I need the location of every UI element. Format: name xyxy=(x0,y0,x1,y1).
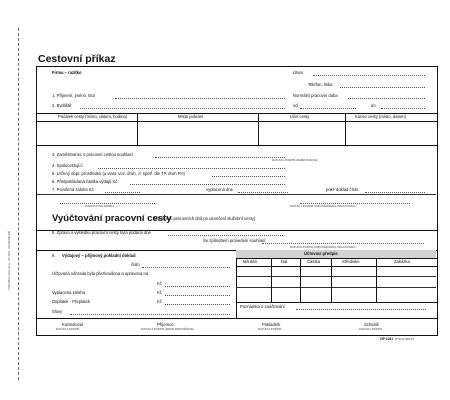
table-divider xyxy=(258,113,259,145)
caption-employee: DATUM A PODPIS ZAMĚSTNANCE xyxy=(272,158,318,162)
predpis-divider xyxy=(271,258,272,302)
approval-line[interactable] xyxy=(262,243,424,244)
col-start: Počátek cesty (místo, datum, hodina) xyxy=(58,114,128,119)
field-7-label: 7. Povolená záloha Kč xyxy=(52,187,94,192)
field-8-label: 8. Zpráva o výsledku pracovní cesty byla podána dne xyxy=(52,230,151,235)
footer-approved-cap: DATUM A PODPIS xyxy=(359,327,383,331)
form-code-sub: PT2/13 98176 xyxy=(395,337,414,341)
predpis-divider xyxy=(331,258,332,302)
words-line[interactable] xyxy=(70,314,230,315)
do-label: do xyxy=(371,103,376,108)
kc-label-2: Kč xyxy=(157,290,162,295)
field-3-label: 3. Zaměstnanec s pracovní cestou souhlasí xyxy=(52,152,133,157)
sign-row-line xyxy=(37,194,436,195)
utvar-line[interactable] xyxy=(313,75,425,76)
approval-label: Se způsobem provedení souhlasí: xyxy=(203,238,267,243)
footer-controlled: Kontroloval xyxy=(62,322,83,327)
od-line[interactable] xyxy=(300,108,356,109)
footer-top-line xyxy=(36,318,437,319)
companions-line[interactable] xyxy=(98,168,285,169)
col-zakazka: Zakázka xyxy=(394,259,410,264)
field-5-label: 5. Určený dopr. prostředek (u vlast. voz. druh, ∅ spotř. dle TP, druh PH) xyxy=(52,171,185,176)
consent-line[interactable] xyxy=(155,157,285,158)
cash-doc-title: Výdajový – příjmový pokladní doklad xyxy=(62,253,136,258)
address-line[interactable] xyxy=(80,108,285,109)
amount-line[interactable] xyxy=(165,286,230,287)
col-dal: Dal xyxy=(281,259,288,264)
checked-label: Účtovaná náhrada byla přezkoušena a upravena na xyxy=(52,271,149,276)
field-4-label: 4. Spolucestující xyxy=(52,163,83,168)
table-bottom-line xyxy=(36,145,437,146)
advance-line[interactable] xyxy=(105,192,140,193)
posting-note-line[interactable] xyxy=(296,309,426,310)
normalni-doba-label: Normální pracovní doba xyxy=(293,93,338,98)
field-9-label: 9. xyxy=(52,253,56,258)
perforation-line xyxy=(18,28,19,380)
footer-recipient: Příjemce xyxy=(157,322,174,327)
form-code: OP 1031 xyxy=(380,337,394,341)
footer-approved: Schválil xyxy=(364,322,379,327)
receipt-label: pokl. doklad číslo xyxy=(326,187,359,192)
caption-responsible: DATUM A PODPIS ODPOVĚDNÉHO PRACOVNÍKA xyxy=(290,204,356,208)
advance-paid-label: Vyplacena záloha xyxy=(52,290,85,295)
predpis-row-line xyxy=(236,276,436,277)
receipt-line[interactable] xyxy=(365,192,425,193)
page-title: Cestovní příkaz xyxy=(38,53,116,65)
words-label: Slovy xyxy=(52,309,63,314)
do-line[interactable] xyxy=(381,108,425,109)
footer-cashier: Pokladník xyxy=(262,322,281,327)
estimate-line[interactable] xyxy=(130,184,285,185)
footer-recipient-cap: DATUM A PODPIS (RESP. ZMOCNĚNCE) xyxy=(141,327,194,331)
predpis-line xyxy=(236,302,437,303)
doba-line[interactable] xyxy=(348,98,425,99)
cislo-label: číslo xyxy=(131,262,140,267)
posting-note-label: Poznámka o zaúčtování xyxy=(240,304,285,309)
col-purpose: Účel cesty xyxy=(290,114,310,119)
predpis-title: Účtovací předpis xyxy=(304,251,338,256)
telefon-label: Telefon, linka xyxy=(308,82,333,87)
col-place: Místo jednání xyxy=(178,114,204,119)
footer-cashier-cap: DATUM A PODPIS xyxy=(258,327,282,331)
advance-paid-line[interactable] xyxy=(165,295,230,296)
field-1-label: 1. Příjmení, jméno, titul xyxy=(52,93,95,98)
balance-label: Doplatek - Přeplatek xyxy=(52,299,90,304)
utvar-label: Útvar xyxy=(293,70,304,75)
name-line[interactable] xyxy=(115,98,285,99)
col-ma-dati: Má dáti xyxy=(243,259,257,264)
predpis-divider xyxy=(300,258,301,302)
col-castka: Částka xyxy=(307,259,321,264)
col-stredisko: Středisko xyxy=(342,259,360,264)
caption-cashier: PODPIS POKLADNÍKA xyxy=(85,204,115,208)
field-6-label: 6. Předpokládaná částka výdajů Kč xyxy=(52,179,118,184)
table-divider xyxy=(137,113,138,145)
predpis-row-line xyxy=(236,287,436,288)
side-imprint: TISKOPISY www.opt.cz, OP 1031 · NEPRODEJNÉ xyxy=(8,230,11,290)
field-2-label: 2. Bydliště xyxy=(52,103,72,108)
paid-date-line[interactable] xyxy=(238,192,288,193)
transport-line[interactable] xyxy=(212,176,285,177)
kc-label-3: Kč xyxy=(157,299,162,304)
balance-line[interactable] xyxy=(165,304,230,305)
footer-controlled-cap: DATUM A PODPIS xyxy=(56,327,80,331)
paid-date-label: vyplacená dne xyxy=(206,187,234,192)
predpis-line xyxy=(236,266,437,267)
telefon-line[interactable] xyxy=(340,87,425,88)
col-end: Konec cesty (místo, datum) xyxy=(355,114,406,119)
report-date-line[interactable] xyxy=(168,235,283,236)
section-title-settlement: Vyúčtování pracovní cesty xyxy=(52,213,172,224)
caption-responsible-2: DATUM A PODPIS ODPOVĚDNÉHO PRACOVNÍKA xyxy=(290,245,356,249)
od-label: od xyxy=(293,103,298,108)
settlement-subtitle: (do deseti pracovních dnů po ukončení služební cesty) xyxy=(154,216,256,221)
doc-number-line[interactable] xyxy=(142,267,230,268)
predpis-divider xyxy=(376,258,377,302)
table-divider xyxy=(345,113,346,145)
firma-label: Firma – razítko xyxy=(52,70,82,75)
lower-form-frame xyxy=(36,229,438,336)
doc-divider xyxy=(236,250,237,318)
table-header-line xyxy=(36,121,437,122)
kc-label-1: Kč xyxy=(157,281,162,286)
